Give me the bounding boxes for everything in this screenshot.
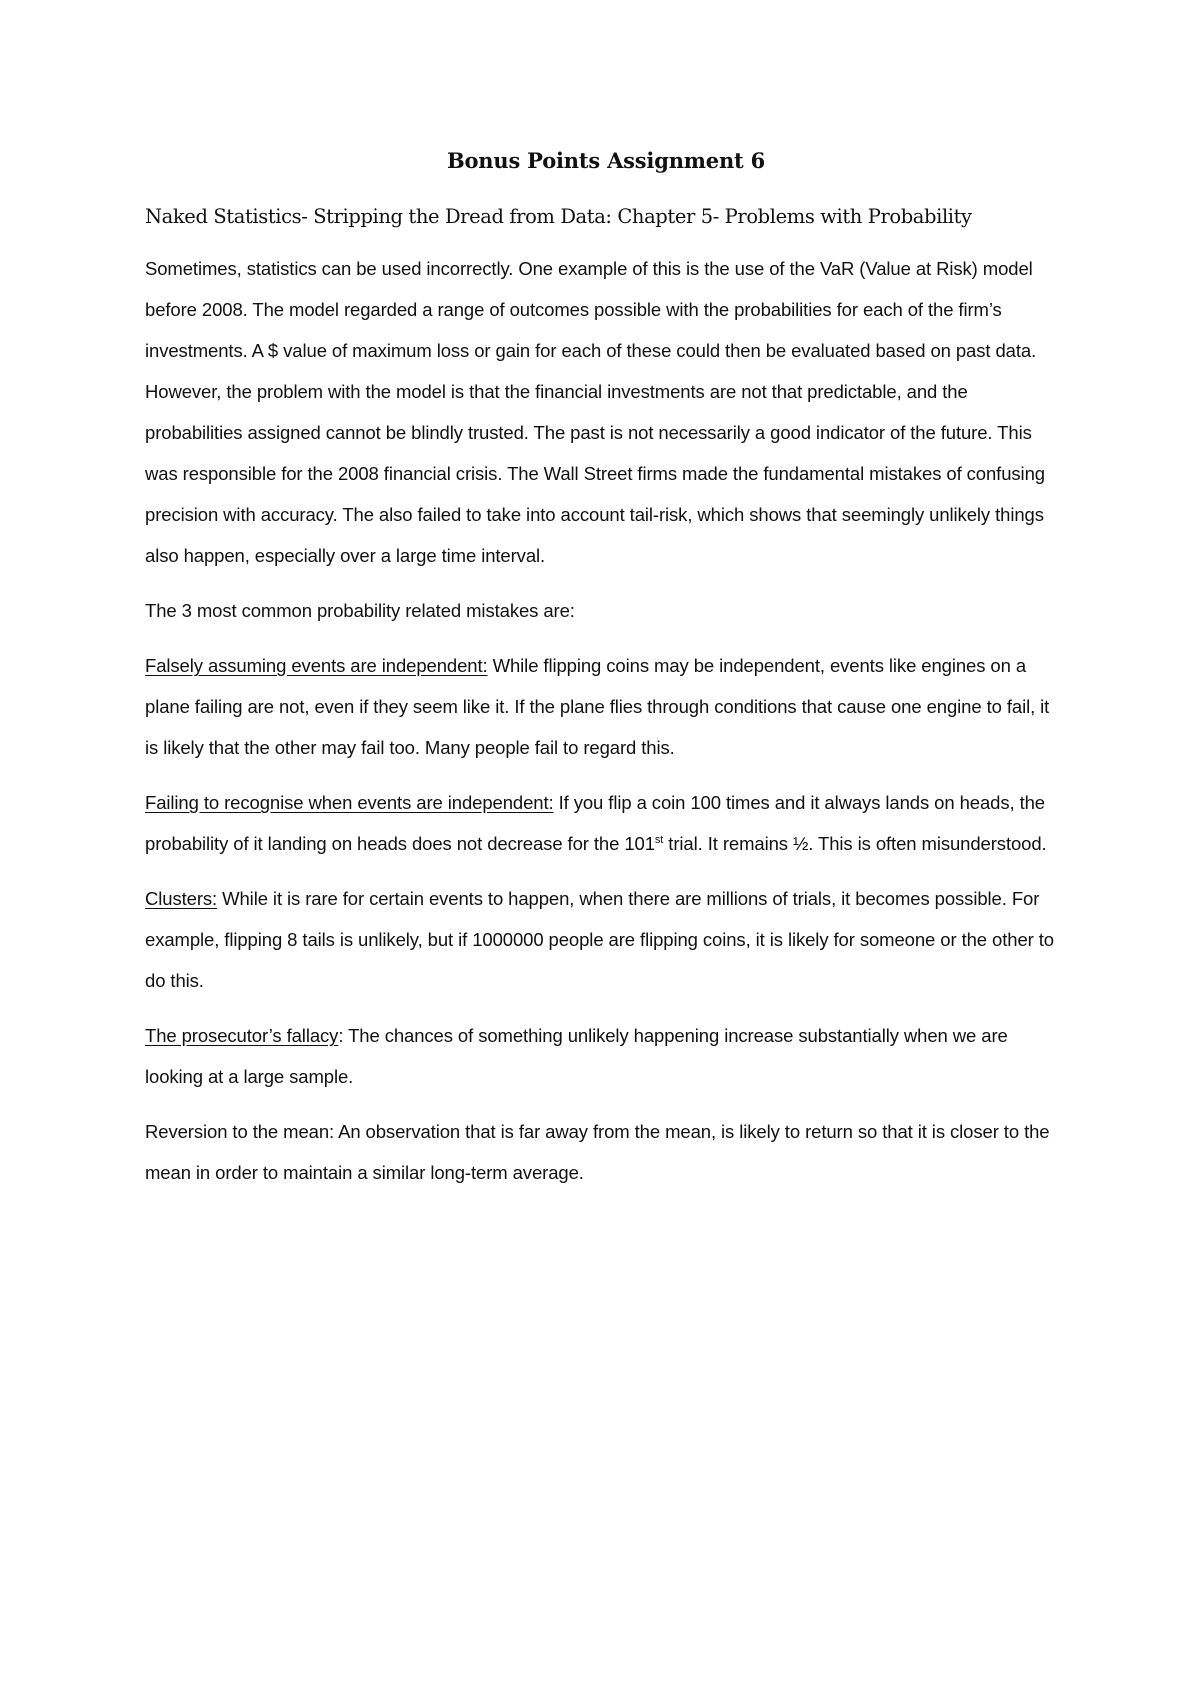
document-title: Bonus Points Assignment 6 — [446, 148, 766, 173]
mistake-clusters-text: While it is rare for certain events to happen, when there are millions of trials, it becomes possible. For example, flipping 8 tails is unlikely, but if 1000000 people are flipping coins, it is likely for someone or the other to do this. — [145, 888, 1054, 991]
fallacy-paragraph — [145, 1015, 1067, 1097]
list-intro-paragraph: The 3 most common probability related mistakes are: — [145, 600, 575, 621]
mistake-recognise-text-before: If you flip a coin 100 times and it always lands on heads, the probability of it landing on heads does not decrease for the 101 — [145, 792, 1045, 854]
document-subtitle: Naked Statistics- Stripping the Dread from Data: Chapter 5- Problems with Probability — [145, 205, 972, 228]
mistake-independence-paragraph — [145, 645, 1067, 768]
mistake-recognise-text-after: trial. It remains ½. This is often misunderstood. — [663, 833, 1047, 854]
mistake-recognise-paragraph — [145, 782, 1067, 864]
reversion-paragraph: Reversion to the mean: An observation that is far away from the mean, is likely to return so that it is closer to the mean in order to maintain a similar long-term average. — [145, 1121, 1050, 1183]
fallacy-term: The prosecutor’s fallacy — [145, 1025, 339, 1046]
mistake-independence-term: Falsely assuming events are independent: — [145, 655, 488, 676]
mistake-clusters-paragraph — [145, 878, 1067, 1001]
fallacy-text: : The chances of something unlikely happening increase substantially when we are looking at a large sample. — [145, 1025, 1008, 1087]
mistake-clusters-term: Clusters: — [145, 888, 218, 909]
ordinal-superscript: st — [654, 833, 664, 846]
mistake-independence-text: While flipping coins may be independent, events like engines on a plane failing are not, even if they seem like it. If the plane flies through conditions that cause one engine to fail, it is likely that the other may fail too. Many people fail to regard this. — [145, 655, 1050, 758]
document-body — [145, 148, 1067, 1207]
intro-paragraph: Sometimes, statistics can be used incorrectly. One example of this is the use of the VaR (Value at Risk) model before 2008. The model regarded a range of outcomes possible with the probabilities for each of the firm’s investments. A $ value of maximum loss or gain for each of these could then be evaluated based on past data. However, the problem with the model is that the financial investments are not that predictable, and the probabilities assigned cannot be blindly trusted. The past is not necessarily a good indicator of the future. This was responsible for the 2008 financial crisis. The Wall Street firms made the fundamental mistakes of confusing precision with accuracy. The also failed to take into account tail-risk, which shows that seemingly unlikely things also happen, especially over a large time interval. — [145, 258, 1045, 566]
mistake-recognise-term: Failing to recognise when events are independent: — [145, 792, 554, 813]
